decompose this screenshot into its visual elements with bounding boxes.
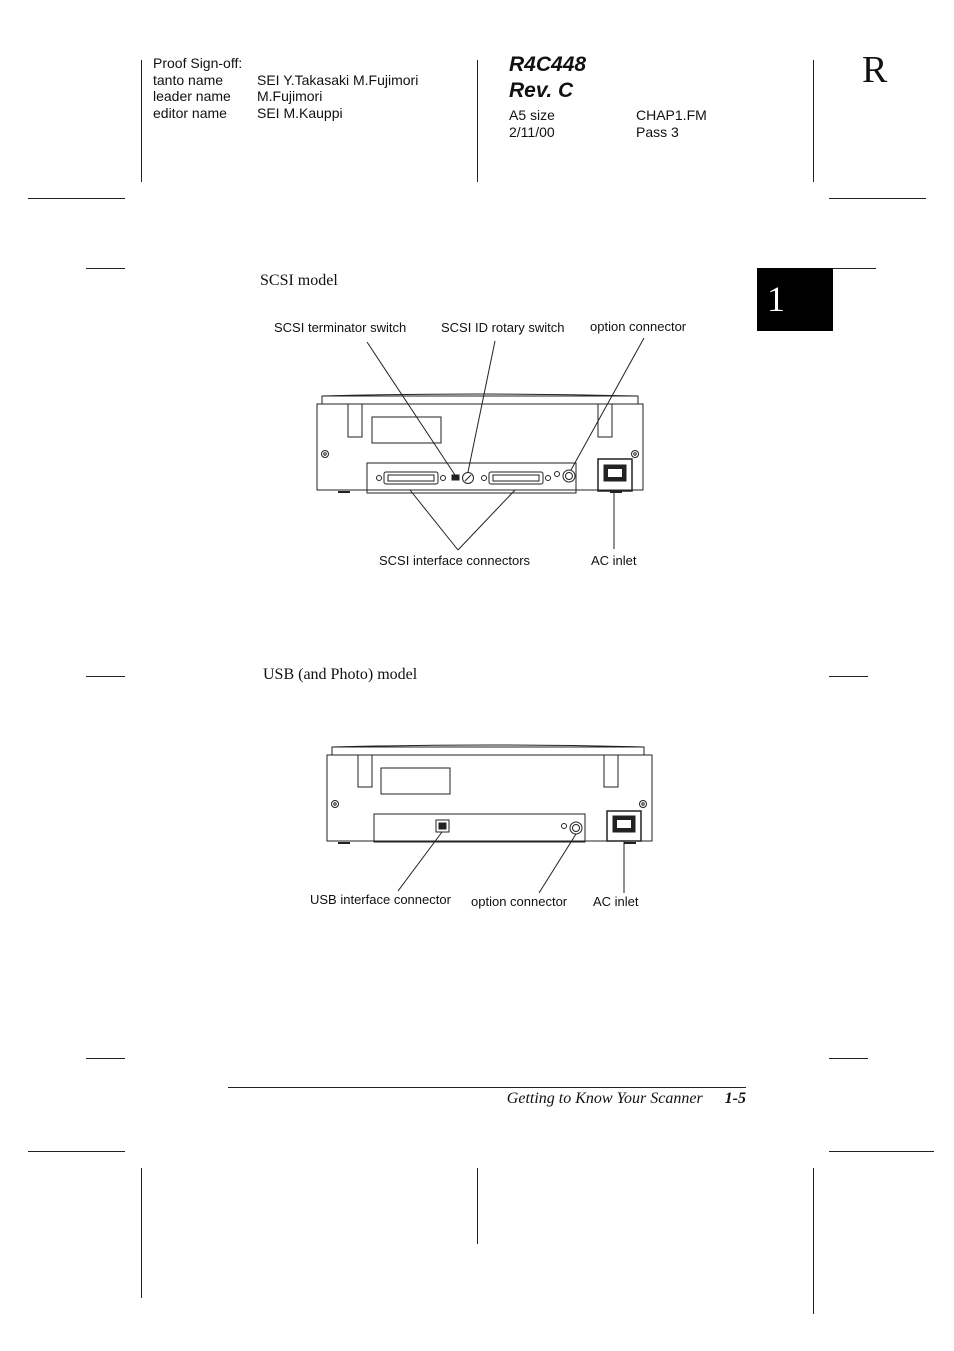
- doc-pass: Pass 3: [636, 123, 679, 140]
- doc-size: A5 size: [509, 107, 555, 123]
- page-number: 1-5: [724, 1090, 746, 1107]
- ac-inlet: [607, 811, 641, 841]
- screw: [640, 801, 647, 808]
- corner-mark: R: [862, 49, 888, 91]
- hinge: [358, 755, 372, 787]
- doc-revision: Rev. C: [509, 79, 574, 102]
- screw: [332, 801, 339, 808]
- label-option-connector: option connector: [590, 319, 687, 334]
- proof-value: SEI Y.Takasaki M.Fujimori: [257, 71, 419, 88]
- doc-date: 2/11/00: [509, 123, 555, 140]
- leader-line: [539, 834, 576, 893]
- proof-title: Proof Sign-off:: [153, 55, 243, 71]
- doc-file: CHAP1.FM: [636, 107, 707, 123]
- running-footer: [507, 1090, 746, 1108]
- usb-connector: [436, 820, 449, 832]
- label-usb-connector: USB interface connector: [310, 892, 451, 907]
- footer-rule: [228, 1087, 746, 1088]
- proof-value: M.Fujimori: [257, 88, 323, 104]
- usb-heading: USB (and Photo) model: [263, 666, 418, 683]
- label-id-rotary-switch: SCSI ID rotary switch: [441, 320, 565, 335]
- label-ac-inlet-usb: AC inlet: [593, 894, 639, 909]
- proof-role: editor name: [153, 104, 227, 121]
- chapter-tab: 1: [757, 268, 833, 331]
- option-connector: [562, 822, 583, 834]
- scanner-body: [327, 755, 652, 841]
- label-terminator-switch: SCSI terminator switch: [274, 320, 407, 335]
- doc-code: R4C448: [509, 53, 587, 76]
- footer-title: Getting to Know Your Scanner: [506, 1090, 703, 1107]
- label-ac-inlet: AC inlet: [591, 553, 637, 568]
- hinge: [604, 755, 618, 787]
- label-plate: [381, 768, 450, 794]
- label-option-connector-usb: option connector: [471, 894, 568, 909]
- proof-role: tanto name: [153, 71, 224, 88]
- interface-plate: [374, 814, 585, 842]
- proof-role: leader name: [153, 88, 231, 104]
- label-interface-connectors: SCSI interface connectors: [379, 553, 531, 568]
- scsi-heading: SCSI model: [260, 272, 338, 289]
- scanner-lid: [332, 747, 644, 755]
- proof-value: SEI M.Kauppi: [257, 104, 343, 121]
